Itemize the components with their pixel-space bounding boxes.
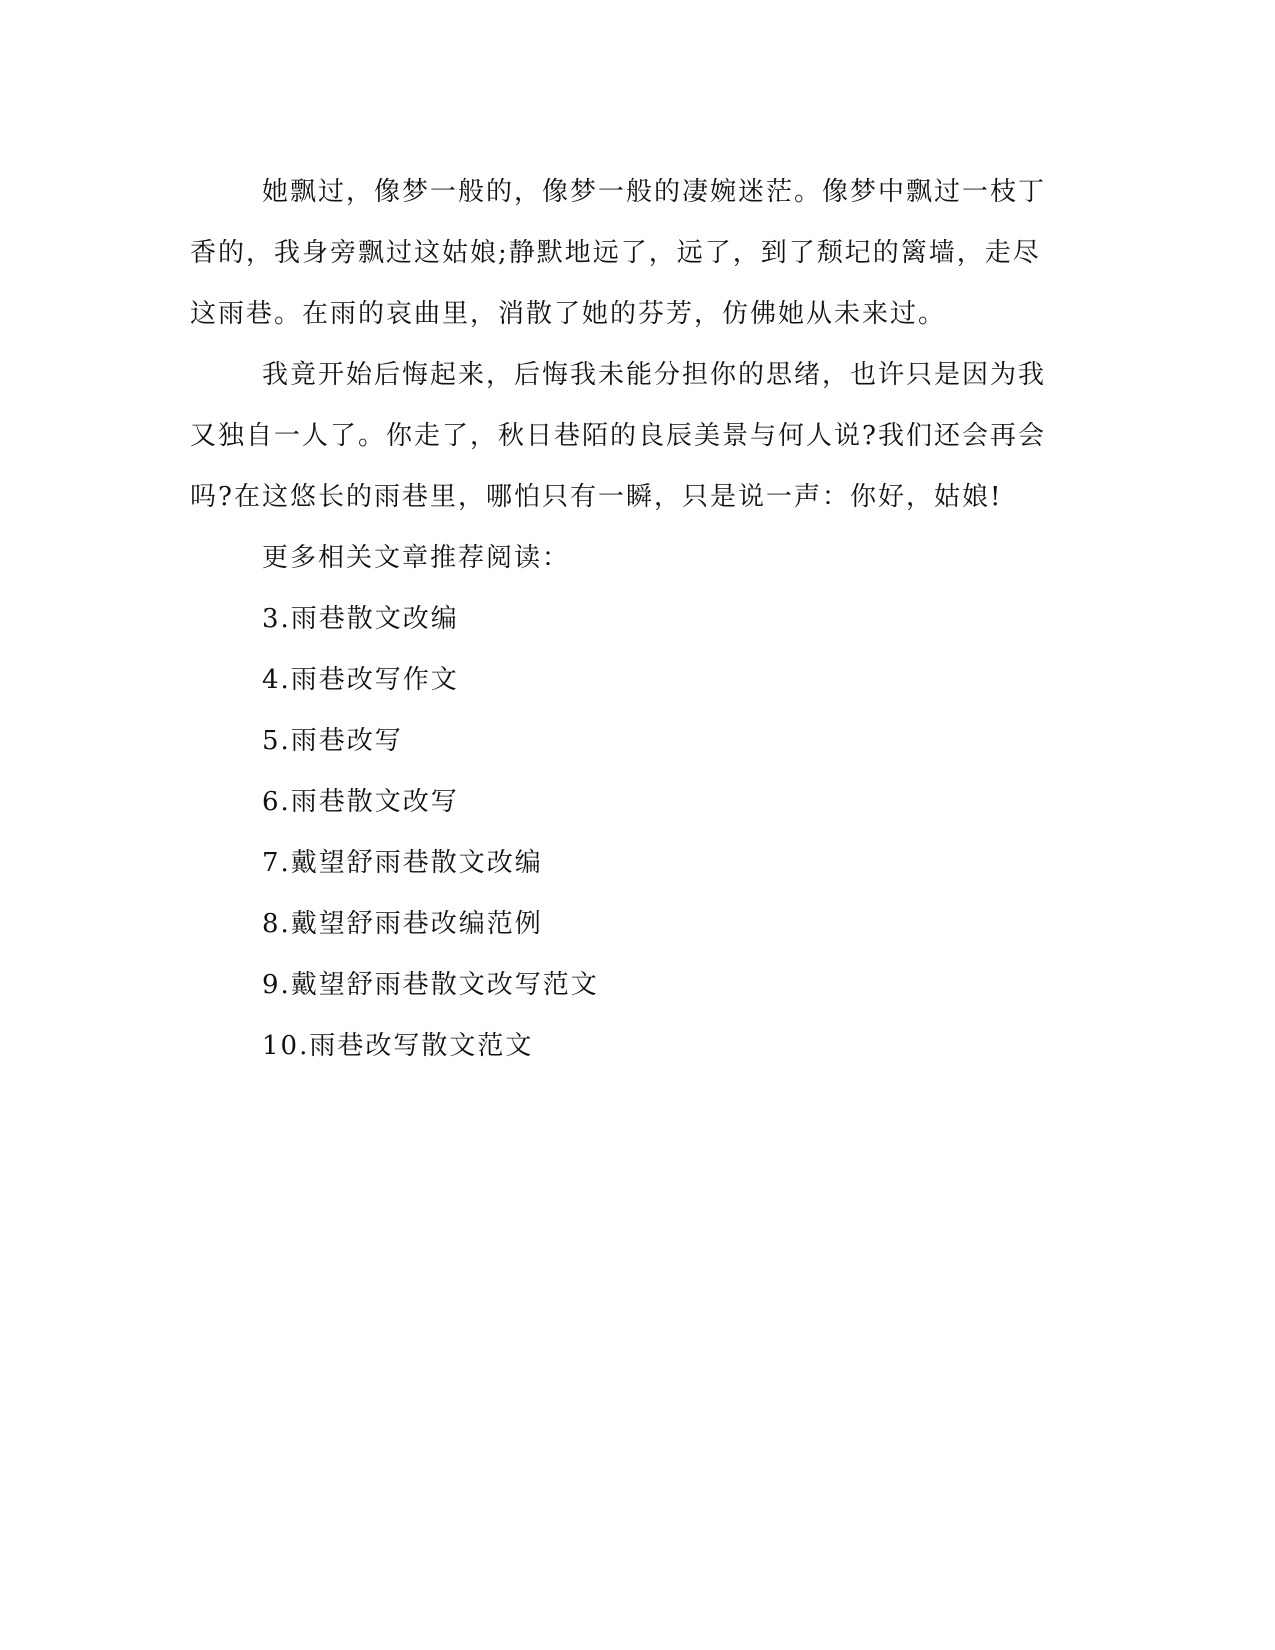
paragraph-line: 她飘过，像梦一般的，像梦一般的凄婉迷茫。像梦中飘过一枝丁 xyxy=(262,177,1047,207)
related-article-link[interactable]: 8.戴望舒雨巷改编范例 xyxy=(262,909,543,939)
paragraph-line: 吗?在这悠长的雨巷里，哪怕只有一瞬，只是说一声：你好，姑娘! xyxy=(190,482,1003,512)
related-article-link[interactable]: 3.雨巷散文改编 xyxy=(262,604,459,634)
related-articles-heading: 更多相关文章推荐阅读： xyxy=(262,543,571,573)
paragraph-1 xyxy=(190,162,1070,345)
related-article-link[interactable]: 9.戴望舒雨巷散文改写范文 xyxy=(262,970,599,1000)
related-article-link[interactable]: 6.雨巷散文改写 xyxy=(262,787,459,817)
related-article-link[interactable]: 7.戴望舒雨巷散文改编 xyxy=(262,848,543,878)
paragraph-line: 又独自一人了。你走了，秋日巷陌的良辰美景与何人说?我们还会再会 xyxy=(190,421,1046,451)
paragraph-line: 香的，我身旁飘过这姑娘;静默地远了，远了，到了颓圮的篱墙，走尽 xyxy=(190,238,1041,268)
paragraph-line: 我竟开始后悔起来，后悔我未能分担你的思绪，也许只是因为我 xyxy=(262,360,1047,390)
related-article-link[interactable]: 4.雨巷改写作文 xyxy=(262,665,459,695)
related-article-link[interactable]: 10.雨巷改写散文范文 xyxy=(262,1031,534,1061)
related-articles-list xyxy=(190,589,1070,1077)
paragraph-2 xyxy=(190,345,1070,528)
related-article-link[interactable]: 5.雨巷改写 xyxy=(262,726,403,756)
paragraph-line: 这雨巷。在雨的哀曲里，消散了她的芬芳，仿佛她从未来过。 xyxy=(190,299,947,329)
document-content xyxy=(190,162,1070,1077)
